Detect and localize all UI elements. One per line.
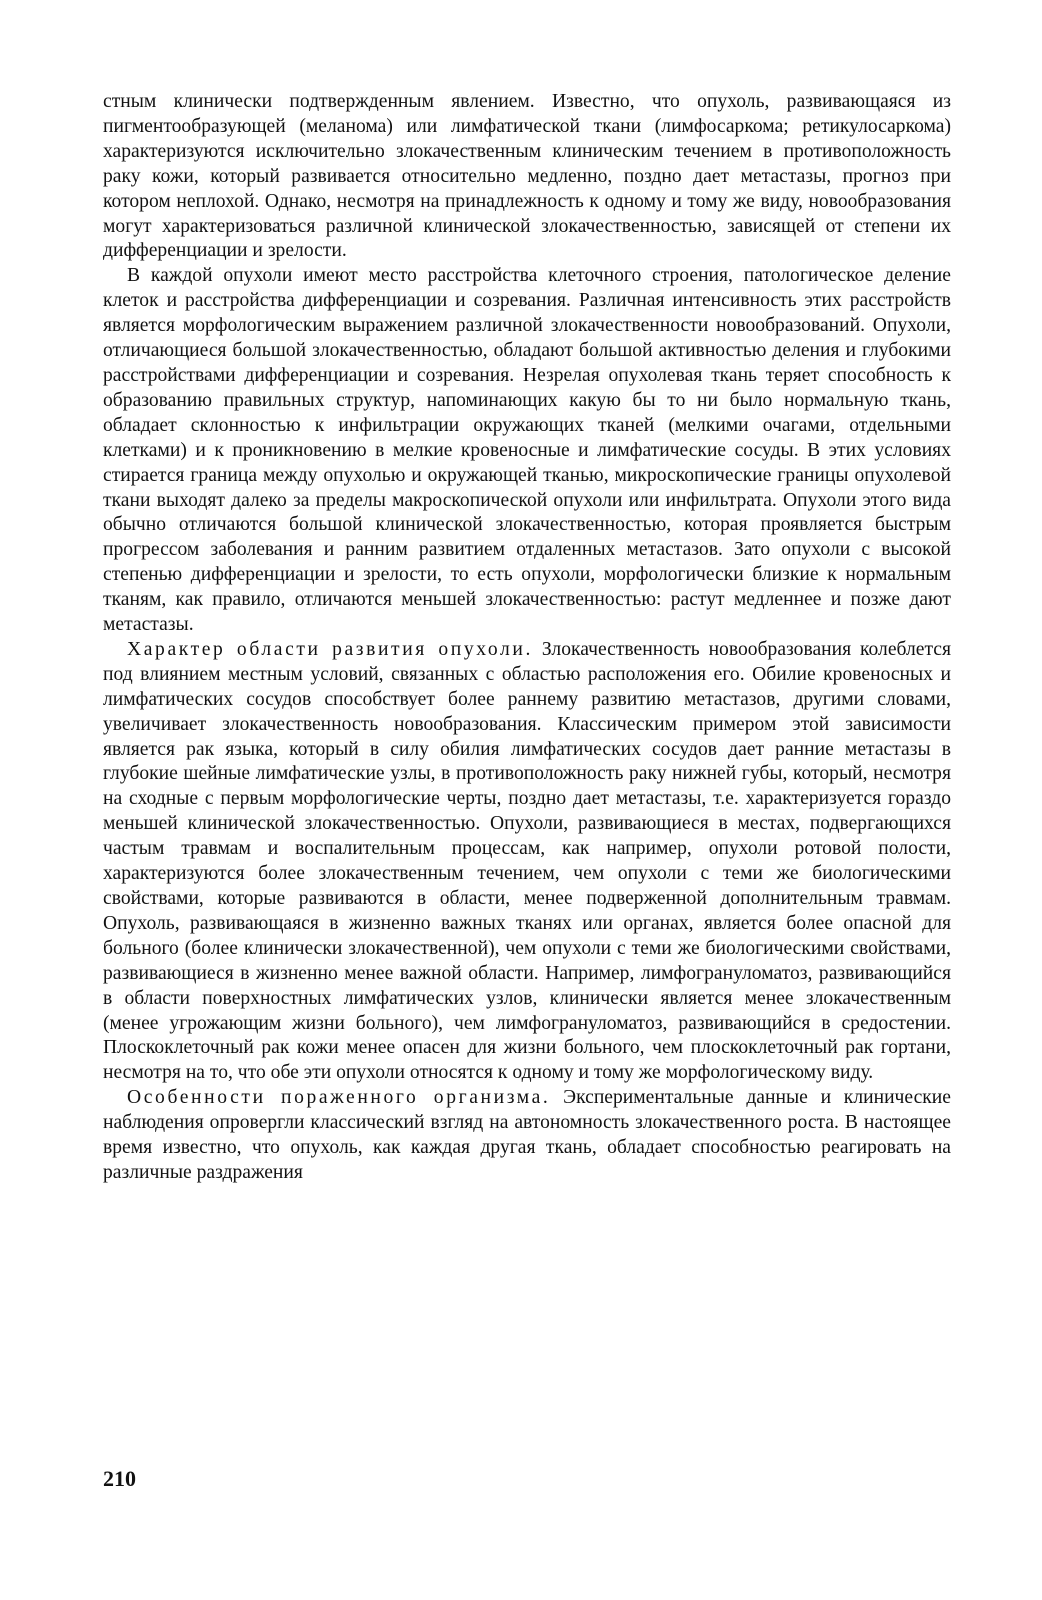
section-heading-organism: Особенности пораженного организма. — [127, 1087, 551, 1109]
paragraph-2-text: В каждой опухоли имеют место расстройства клеточного строения, патологическое деление клеток и расстройства дифференциации и созревания. Различная интенсивность этих расстройств является морфологическим выражением различной злокачественности новообразований. Опухоли, отличающиеся большой злокачественностью, обладают большой активностью деления и глубокими расстройствами дифференциации и созревания. Незрелая опухолевая ткань теряет способность к образованию правильных структур, напоминающих какую бы то ни было нормальную ткань, обладает склонностью к инфильтрации окружающих тканей (мелкими очагами, отдельными клетками) и к проникновению в мелкие кровеносные и лимфатические сосуды. В этих условиях стирается граница между опухолью и окружающей тканью, микроскопические границы опухолевой ткани выходят далеко за пределы макроскопической опухоли или инфильтрата. Опухоли этого вида обычно отличаются большой клинической злокачественностью, которая проявляется быстрым прогрессом заболевания и ранним развитием отдаленных метастазов. Зато опухоли с высокой степенью дифференциации и зрелости, то есть опухоли, морфологически близкие к нормальным тканям, как правило, отличаются меньшей злокачественностью: растут медленнее и позже дают метастазы. — [103, 265, 951, 636]
paragraph-3 — [103, 638, 951, 1086]
paragraph-1-text: стным клинически подтвержденным явлением. Известно, что опухоль, развивающаяся из пигментообразующей (меланома) или лимфатической ткани (лимфосаркома; ретикулосаркома) характеризуются исключительно злокачественным клиническим течением в противоположность раку кожи, который развивается относительно медленно, поздно дает метастазы, прогноз при котором неплохой. Однако, несмотря на принадлежность к одному и тому же виду, новообразования могут характеризоваться различной клинической злокачественностью, зависящей от степени их дифференциации и зрелости. — [103, 91, 951, 262]
page-number: 210 — [103, 1466, 136, 1491]
section-heading-tumor-area: Характер области развития опухоли. — [127, 638, 533, 660]
paragraph-3-text: Злокачественность новообразования колеблется под влиянием местным условий, связанных с областью расположения его. Обилие кровеносных и лимфатических сосудов способствует более раннему развитию метастазов, другими словами, увеличивает злокачественность новообразования. Классическим примером этой зависимости является рак языка, который в силу обилия лимфатических сосудов дает ранние метастазы в глубокие шейные лимфатические узлы, в противоположность раку нижней губы, который, несмотря на сходные с первым морфологические черты, поздно дает метастазы, т.е. характеризуется гораздо меньшей клинической злокачественностью. Опухоли, развивающиеся в местах, подвергающихся частым травмам и воспалительным процессам, как например, опухоли ротовой полости, характеризуются более злокачественным течением, чем опухоли с теми же биологическими свойствами, которые развиваются в области, менее подверженной дополнительным травмам. Опухоль, развивающаяся в жизненно важных тканях или органах, является более опасной для больного (более клинически злокачественной), чем опухоли с теми же биологическими свойствами, развивающиеся в жизненно менее важной области. Например, лимфогрануломатоз, развивающийся в области поверхностных лимфатических узлов, клинически является менее злокачественным (менее угрожающим жизни больного), чем лимфогрануломатоз, развивающийся в средостении. Плоскоклеточный рак кожи менее опасен для жизни больного, чем плоскоклеточный рак гортани, несмотря на то, что обе эти опухоли относятся к одному и тому же морфологическому виду. — [103, 638, 951, 1084]
paragraph-1 — [103, 90, 951, 264]
paragraph-4-text: Экспериментальные данные и клинические наблюдения опровергли классический взгляд на автономность злокачественного роста. В настоящее время известно, что опухоль, как каждая другая ткань, обладает способностью реагировать на различные раздражения — [103, 1087, 951, 1183]
paragraph-4 — [103, 1086, 951, 1186]
page-text-block — [103, 90, 951, 1186]
paragraph-2 — [103, 264, 951, 638]
